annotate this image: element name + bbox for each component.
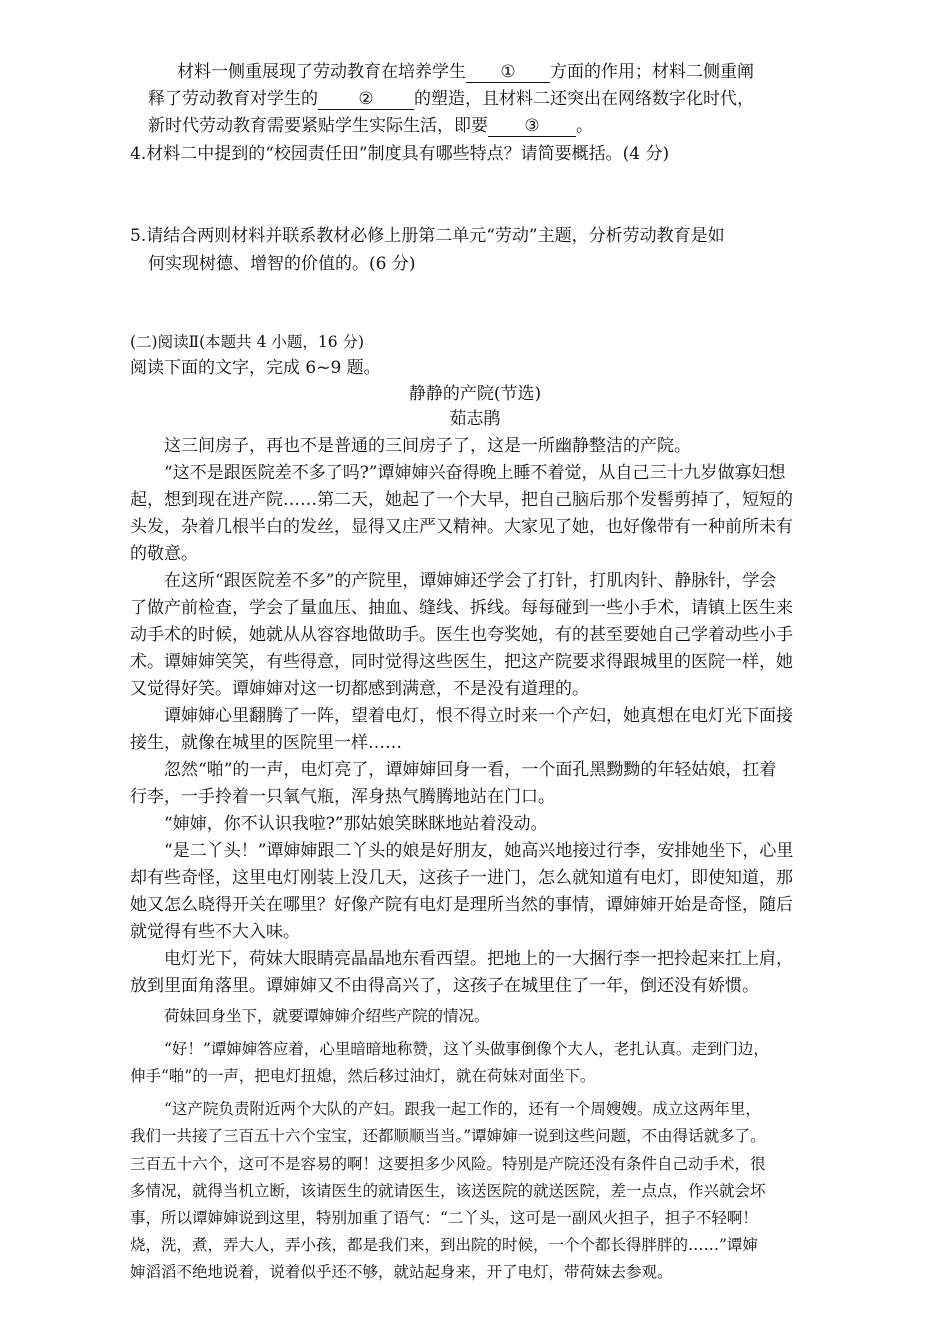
q3-line-3: 新时代劳动教育需要紧贴学生实际生活，即要 ③ 。 [148, 116, 593, 136]
text-line: 了做产前检查，学会了量血压、抽血、缝线、拆线。每每碰到一些小手术，请镇上医生来 [130, 598, 793, 618]
text-line: “是二丫头！”谭婶婶跟二丫头的娘是好朋友，她高兴地接过行李，安排她坐下，心里 [164, 841, 794, 861]
text-line: 电灯光下，荷妹大眼睛亮晶晶地东看西望。把地上的一大捆行李一把拎起来扛上肩， [164, 949, 793, 969]
text-line: 的敬意。 [130, 544, 198, 564]
q3-line-1: 材料一侧重展现了劳动教育在培养学生 ① 方面的作用；材料二侧重阐 [177, 62, 754, 82]
section-heading: (二)阅读Ⅱ(本题共 4 小题，16 分) [130, 333, 365, 351]
text-line: 忽然“啪”的一声，电灯亮了，谭婶婶回身一看，一个面孔黑黝黝的年轻姑娘，扛着 [164, 760, 777, 780]
text-line: 就觉得有些不大入味。 [130, 922, 300, 942]
text-line: 事，所以谭婶婶说到这里，特别加重了语气：“二丫头，这可是一副风火担子，担子不轻啊！ [130, 1209, 758, 1227]
text-line: 伸手“啪”的一声，把电灯扭熄，然后移过油灯，就在荷妹对面坐下。 [130, 1067, 596, 1085]
q3-line-2: 释了劳动教育对学生的 ② 的塑造，且材料二还突出在网络数字化时代， [148, 89, 754, 109]
text-line: 三百五十六个，这可不是容易的啊！这要担多少风险。特别是产院还没有条件自己动手术，很 [130, 1155, 766, 1173]
text-line: 婶滔滔不绝地说着，说着似乎还不够，就站起身来，开了电灯，带荷妹去参观。 [130, 1263, 673, 1281]
text-line: 我们一共接了三百五十六个宝宝，还都顺顺当当。”谭婶婶一说到这些问题，不由得话就多了。 [130, 1127, 766, 1145]
text-line: 多情况，就得当机立断，该请医生的就请医生，该送医院的就送医院，差一点点，作兴就会坏 [130, 1182, 766, 1200]
text-line: 放到里面角落里。谭婶婶又不由得高兴了，这孩子在城里住了一年，倒还没有娇惯。 [130, 976, 759, 996]
text-line: “婶婶，你不认识我啦?”那姑娘笑眯眯地站着没动。 [164, 814, 548, 834]
text-line: 动手术的时候，她就从从容容地做助手。医生也夸奖她，有的甚至要她自己学着动些小手 [130, 625, 793, 645]
text-line: 术。谭婶婶笑笑，有些得意，同时觉得这些医生，把这产院要求得跟城里的医院一样，她 [130, 652, 793, 672]
passage-author: 茹志鹃 [449, 409, 501, 429]
passage-title: 静静的产院(节选) [408, 384, 542, 404]
answer-blank-1[interactable]: ① [466, 62, 550, 83]
text-line: “这不是跟医院差不多了吗?”谭婶婶兴奋得晚上睡不着觉，从自己三十九岁做寡妇想 [164, 463, 786, 483]
answer-blank-2[interactable]: ② [318, 89, 414, 110]
text-line: 在这所“跟医院差不多”的产院里，谭婶婶还学会了打针，打肌肉针、静脉针，学会 [164, 571, 777, 591]
text-line: 又觉得好笑。谭婶婶对这一切都感到满意，不是没有道理的。 [130, 679, 589, 699]
question-5-line-1: 5.请结合两则材料并联系教材必修上册第二单元“劳动”主题，分析劳动教育是如 [130, 226, 725, 246]
text-line: 荷妹回身坐下，就要谭婶婶介绍些产院的情况。 [164, 1007, 490, 1025]
question-4: 4.材料二中提到的“校园责任田”制度具有哪些特点？请简要概括。(4 分) [130, 144, 670, 164]
answer-blank-3[interactable]: ③ [488, 116, 576, 137]
text-line: “这产院负责附近两个大队的产妇。跟我一起工作的，还有一个周嫂嫂。成立这两年里， [164, 1100, 761, 1118]
text-line: 她又怎么晓得开关在哪里？好像产院有电灯是理所当然的事情，谭婶婶开始是奇怪，随后 [130, 895, 793, 915]
text-line: 头发，杂着几根半白的发丝，显得又庄严又精神。大家见了她，也好像带有一种前所未有 [130, 517, 793, 537]
text-line: 行李，一手拎着一只氧气瓶，浑身热气腾腾地站在门口。 [130, 787, 555, 807]
text-line: 这三间房子，再也不是普通的三间房子了，这是一所幽静整洁的产院。 [164, 436, 691, 456]
text-line: 烧，洗，煮，弄大人，弄小孩，都是我们来，到出院的时候，一个个都长得胖胖的……”谭婶 [130, 1236, 758, 1254]
question-5-line-2: 何实现树德、增智的价值的。(6 分) [148, 254, 416, 274]
text-line: 起，想到现在进产院……第二天，她起了一个大早，把自己脑后那个发髻剪掉了，短短的 [130, 490, 793, 510]
section-instruction: 阅读下面的文字，完成 6~9 题。 [130, 358, 381, 378]
text-line: “好！”谭婶婶答应着，心里暗暗地称赞，这丫头做事倒像个大人，老扎认真。走到门边， [164, 1040, 769, 1058]
text-line: 却有些奇怪，这里电灯刚装上没几天，这孩子一进门，怎么就知道有电灯，即使知道，那 [130, 868, 793, 888]
text-line: 接生，就像在城里的医院里一样…… [130, 733, 402, 753]
text-line: 谭婶婶心里翻腾了一阵，望着电灯，恨不得立时来一个产妇，她真想在电灯光下面接 [164, 706, 793, 726]
